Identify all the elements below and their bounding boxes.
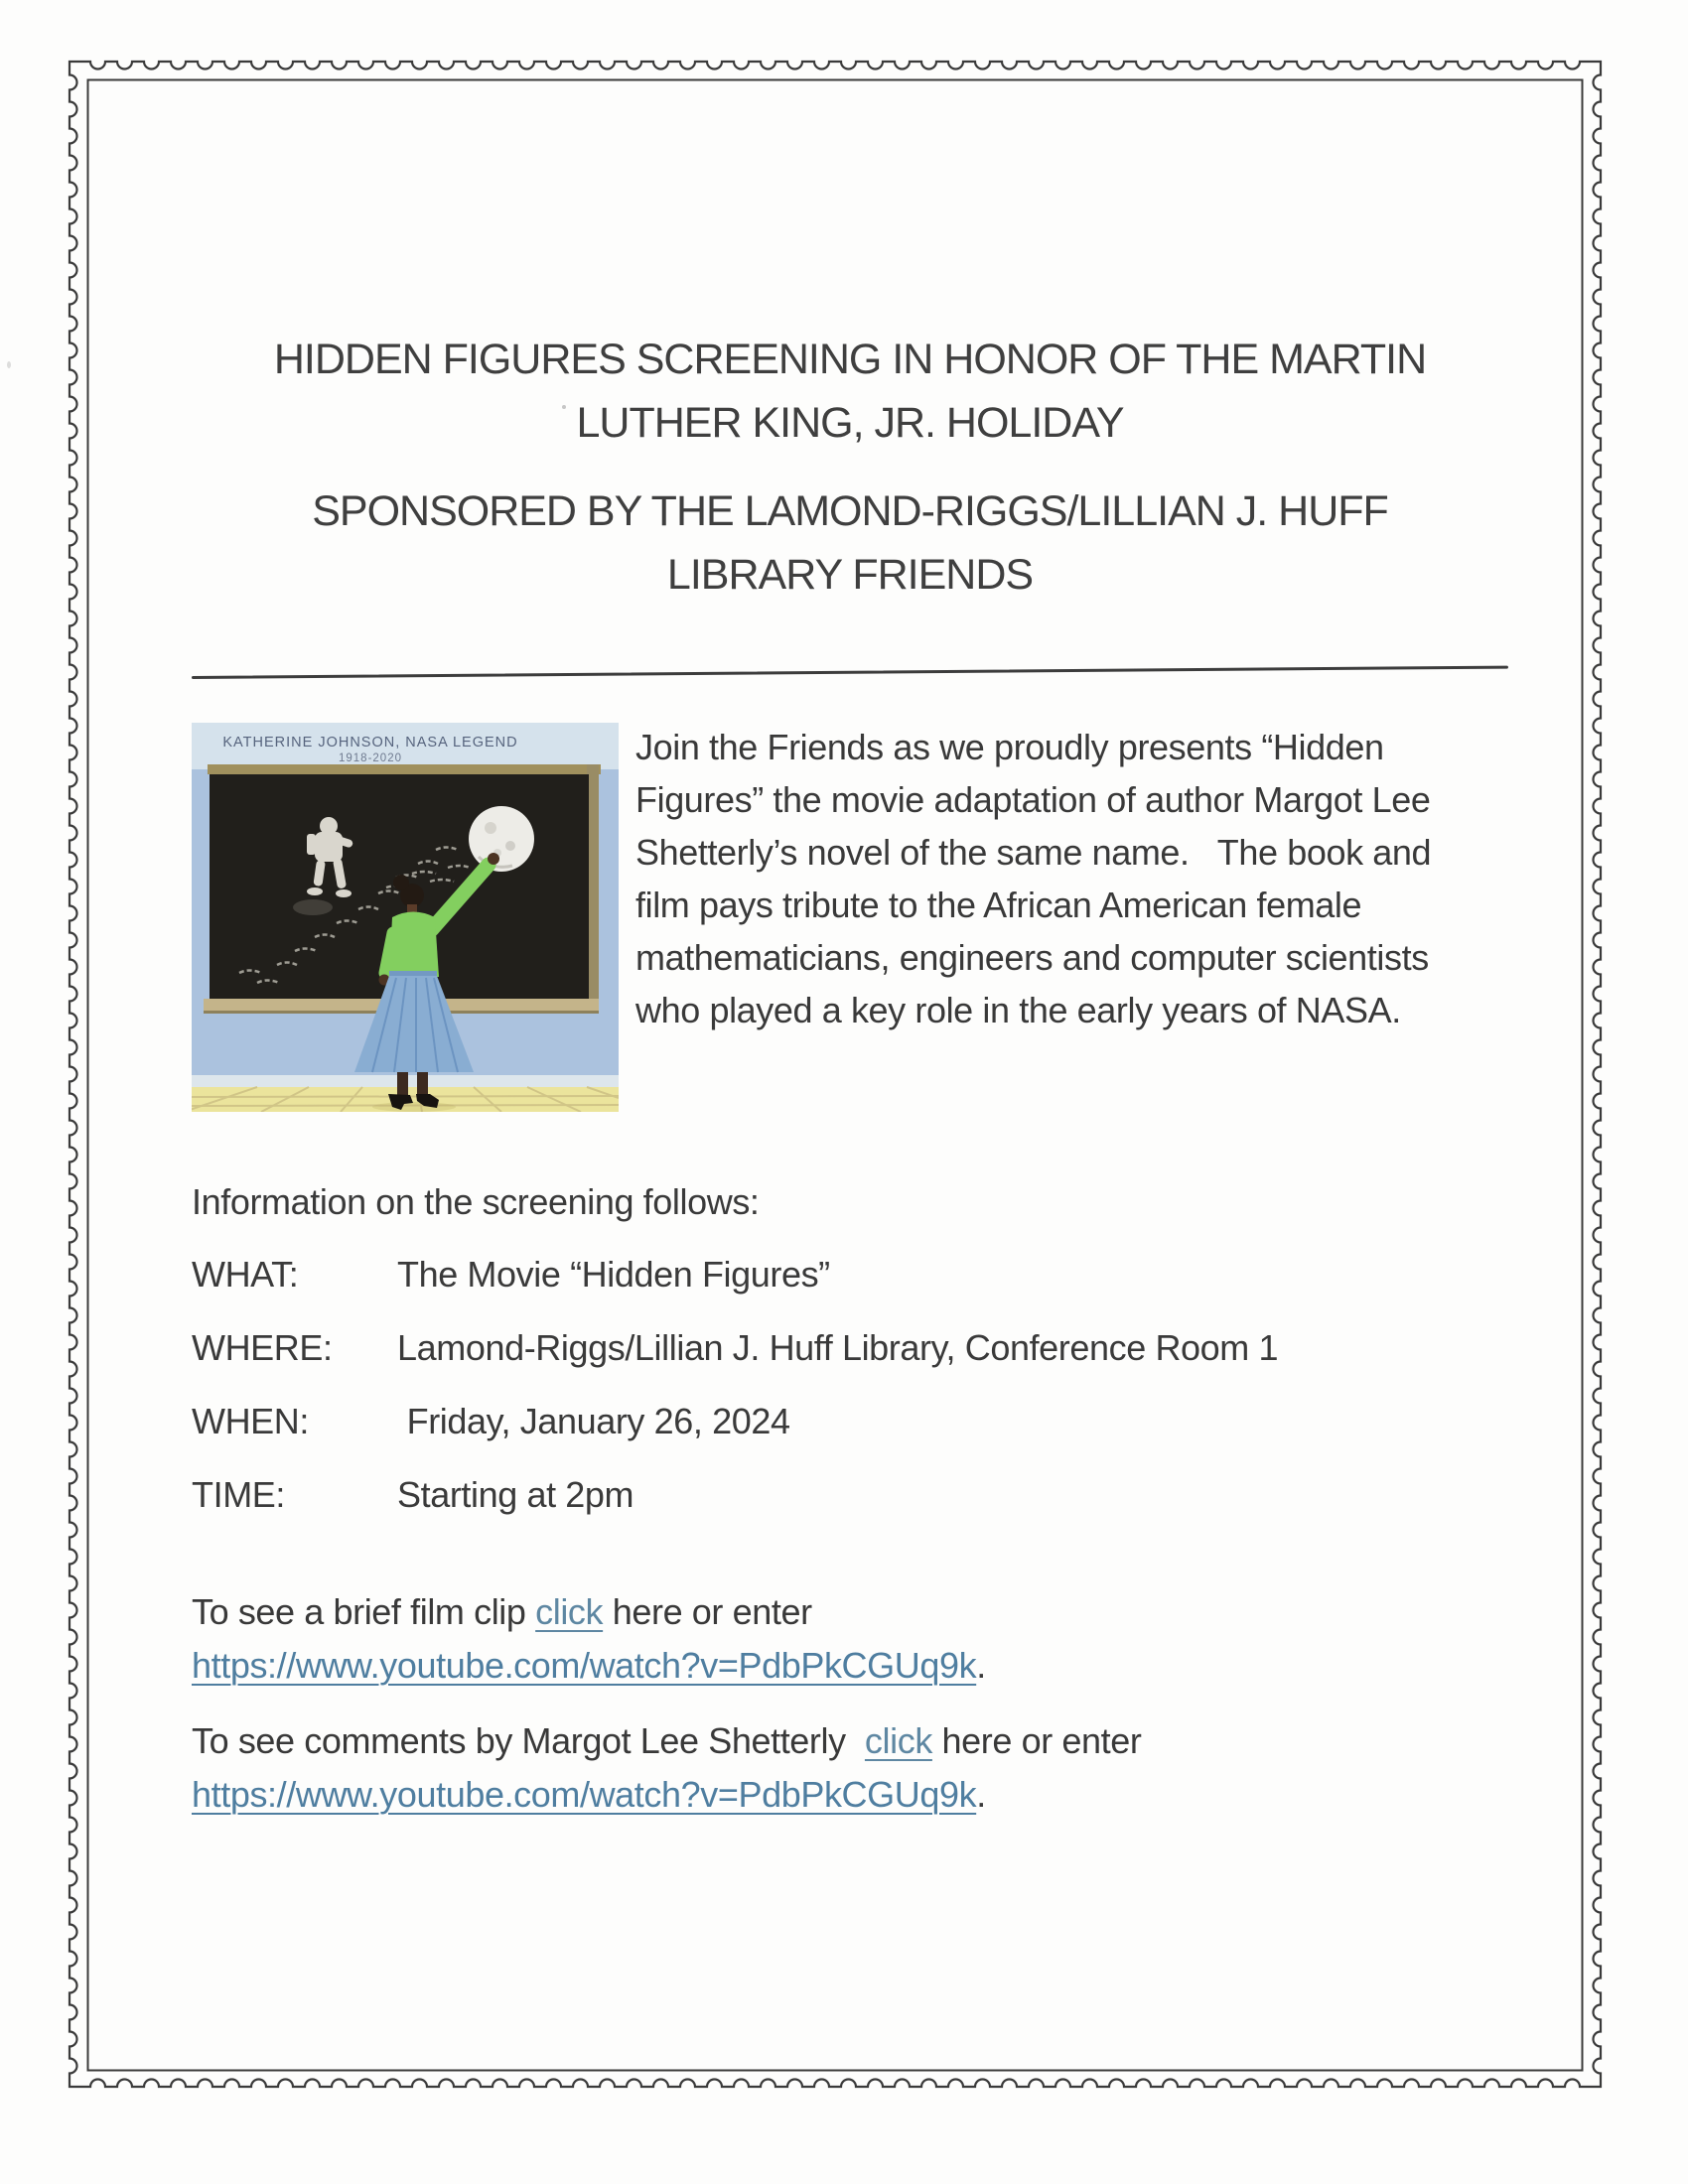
blackboard-frame-top: [208, 764, 601, 774]
detail-row-time: [192, 1468, 1508, 1521]
chalk-moon: [469, 806, 534, 872]
film-clip-period: .: [976, 1645, 986, 1686]
figure-shadow: [372, 1102, 456, 1112]
title-line-2: LUTHER KING, JR. HOLIDAY: [576, 399, 1124, 447]
title-line-1: HIDDEN FIGURES SCREENING IN HONOR OF THE MARTIN: [273, 336, 1427, 383]
film-clip-text-suffix: here or enter: [603, 1591, 812, 1632]
detail-row-what: [192, 1248, 1508, 1300]
illustration-caption-years: 1918-2020: [339, 752, 402, 764]
detail-row-when: [192, 1395, 1508, 1447]
info-heading: Information on the screening follows:: [192, 1181, 760, 1222]
comments-paragraph: [192, 1714, 1508, 1822]
detail-value-what: The Movie “Hidden Figures”: [397, 1254, 830, 1295]
katherine-johnson-illustration: [192, 723, 619, 1112]
scan-speck: [7, 361, 11, 368]
figure-raised-hand: [488, 853, 499, 865]
comments-text-prefix: To see comments by Margot Lee Shetterly: [192, 1720, 865, 1761]
detail-value-time: Starting at 2pm: [397, 1474, 634, 1515]
film-clip-text-prefix: To see a brief film clip: [192, 1591, 536, 1632]
detail-label-where: WHERE:: [192, 1327, 333, 1368]
detail-value-where: Lamond-Riggs/Lillian J. Huff Library, Conference Room 1: [397, 1327, 1279, 1368]
figure-left-arm: [385, 933, 393, 973]
figure-right-leg: [417, 1072, 428, 1095]
flyer-content: [192, 0, 1508, 1822]
illustration-caption: KATHERINE JOHNSON, NASA LEGEND: [222, 735, 518, 751]
screening-details: [192, 1248, 1508, 1521]
film-clip-click-link[interactable]: click: [535, 1591, 604, 1632]
film-clip-paragraph: [192, 1585, 1508, 1693]
page-subtitle: [192, 479, 1508, 607]
horizontal-rule: [192, 666, 1508, 679]
detail-label-when: WHEN:: [192, 1401, 309, 1441]
comments-period: .: [976, 1774, 986, 1815]
detail-row-where: [192, 1321, 1508, 1374]
comments-text-suffix: here or enter: [931, 1720, 1142, 1761]
figure-left-leg: [397, 1072, 408, 1095]
film-clip-url-link[interactable]: https://www.youtube.com/watch?v=PdbPkCGUq9k: [192, 1645, 977, 1686]
subtitle-line-2: LIBRARY FRIENDS: [666, 551, 1034, 599]
comments-url-link[interactable]: https://www.youtube.com/watch?v=PdbPkCGUq9k: [192, 1774, 977, 1815]
detail-label-what: WHAT:: [192, 1254, 299, 1295]
media-row: [192, 723, 1508, 1112]
detail-label-time: TIME:: [192, 1474, 285, 1515]
chalk-smudge: [293, 899, 333, 915]
intro-paragraph: Join the Friends as we proudly presents “Hidden Figures” the movie adaptation of author Margot Lee Shetterly’s novel of the same name. The book and film pays tribute to the African American female mathematicians, engineers and computer scientists who played a key role in the early years of NASA.: [635, 727, 1441, 1030]
page-title: [192, 328, 1508, 455]
subtitle-line-1: SPONSORED BY THE LAMOND-RIGGS/LILLIAN J. HUFF: [312, 487, 1388, 535]
figure-hair-bun: [393, 875, 409, 890]
comments-click-link[interactable]: click: [864, 1720, 932, 1761]
detail-value-when: Friday, January 26, 2024: [397, 1401, 790, 1441]
